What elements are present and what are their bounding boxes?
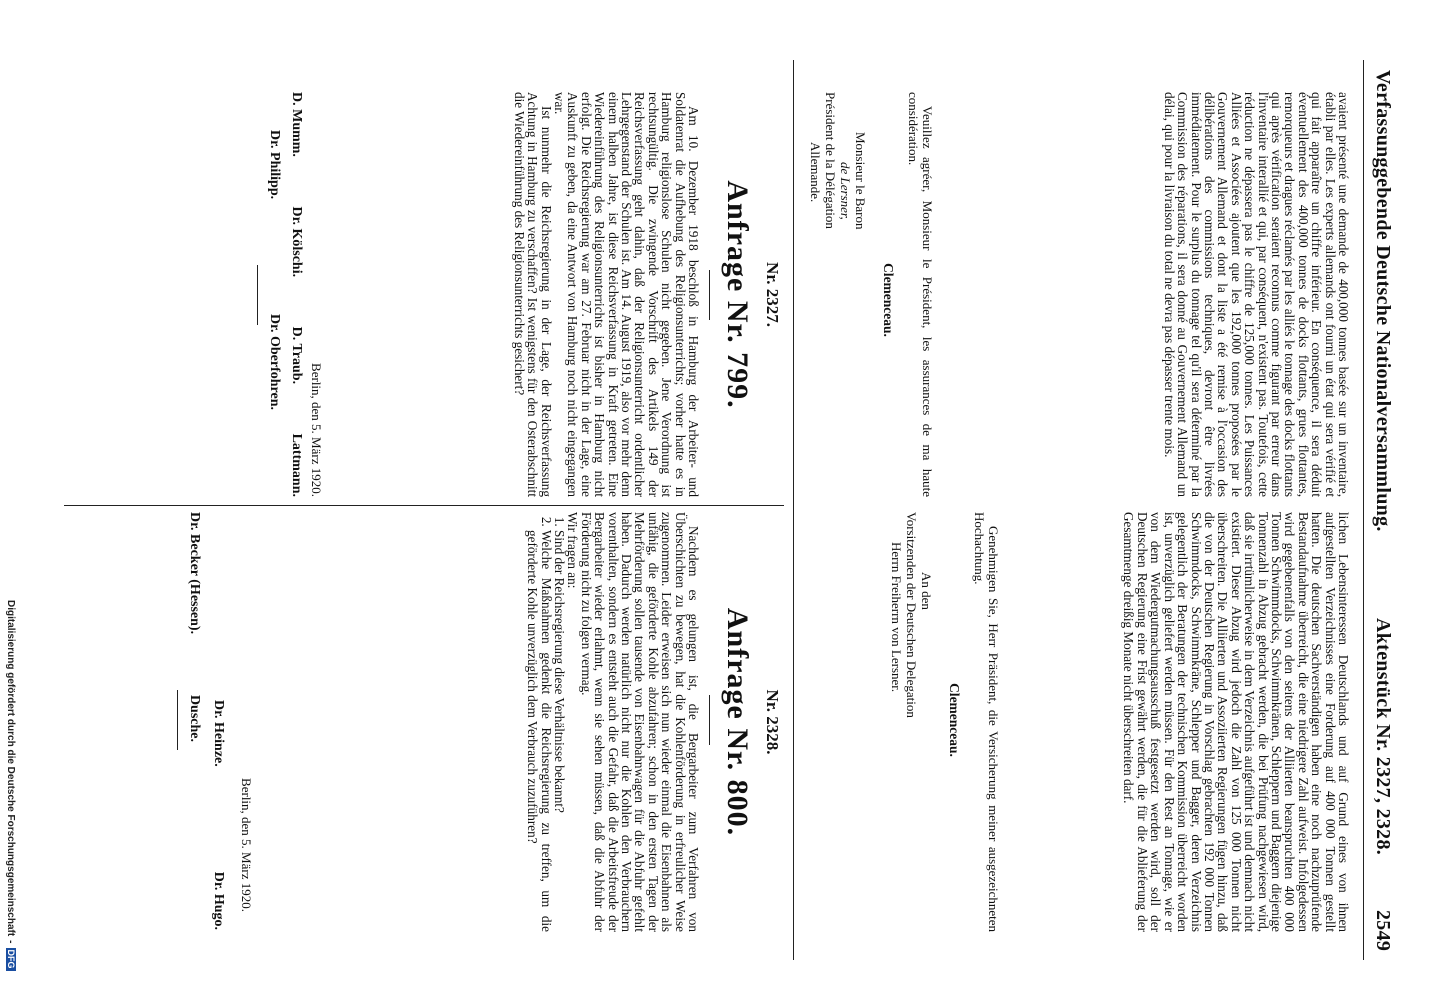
doc-2327-body bbox=[512, 92, 700, 497]
doc-2327-signers-line2 bbox=[266, 130, 282, 410]
french-closing: Veuillez agréer, Monsieur le Président, les assurances de ma haute considération. bbox=[906, 92, 935, 497]
german-closing: Genehmigen Sie, Herr Präsident, die Versicherung meiner ausgezeichneten Hochachtung. bbox=[972, 512, 1001, 932]
signer: Dr. Philipp. bbox=[267, 130, 282, 200]
doc-2328-ask: Wir fragen an: bbox=[565, 512, 581, 589]
signer: D. Mumm. bbox=[289, 92, 304, 157]
french-signature: Clemenceau. bbox=[881, 263, 896, 337]
section-rule bbox=[793, 60, 794, 960]
doc-2327-end-rule bbox=[257, 265, 258, 325]
french-letter bbox=[1162, 92, 1350, 497]
header-rule bbox=[1363, 60, 1364, 960]
doc-2328-date: Berlin, den 5. März 1920. bbox=[239, 778, 254, 912]
doc-2328-signers-line1 bbox=[210, 700, 226, 930]
footer-credit: Digitalisierung gefördert durch die Deutsche Forschungsgemeinschaft - DFG bbox=[5, 600, 17, 969]
dfg-logo: DFG bbox=[6, 949, 16, 969]
signer: Dr. Hugo. bbox=[211, 871, 226, 930]
doc-2328-number: Nr. 2328. bbox=[763, 689, 782, 755]
doc-2328-signers-line2 bbox=[186, 512, 202, 742]
french-address bbox=[808, 92, 868, 392]
signer: Dr. Becker (Hessen). bbox=[187, 512, 202, 635]
german-signature: Clemenceau. bbox=[947, 683, 962, 757]
french-address-line: Monsieur le Baron bbox=[853, 132, 868, 230]
doc-2327-date: Berlin, den 5. März 1920. bbox=[309, 363, 324, 497]
signer: Dusche. bbox=[187, 694, 202, 742]
signer: Dr. Oberfohren. bbox=[267, 313, 282, 410]
french-address-line: Allemande. bbox=[808, 142, 823, 203]
page-header bbox=[1366, 70, 1394, 950]
german-paragraph: lichen Lebensinteressen Deutschlands und auf Grund eines von ihnen aufgestellten Verzeichnisses eine Forderung auf 400 000 Tonnen gestellt hatten. Die deutschen Sachverständigen haben eine noch nachzuprüfende Bestandaufnahme überreicht, die eine niedrigere Zahl aufweist. Infolgedessen wird gegebenenfalls von den seitens der Alliierten beanspruchten 400 000 Tonnen Schwimmdocks, Schwimmkränen, Schleppern und Baggern diejenige Tonnenzahl in Abzug gebracht werden, die bei Prüfung nachgewiesen wird, daß sie irrtümlicherweise in dem Verzeichnis aufgeführt ist und demnach nicht existiert. Dieser Abzug wird jedoch die Zahl von 125 000 Tonnen nicht überschreiten. Die Alliierten und Assoziierten Regierungen fügen hinzu, daß die von der Deutschen Regierung in Vorschlag gebrachten 192 000 Tonnen Schwimmdocks, Schwimmkräne, Schlepper und Bagger, deren Verzeichnis gelegentlich der Beratungen der technischen Kommission überreicht worden ist, unverzüglich geliefert werden müssen. Für den Rest an Tonnage, wie er von dem Wiedergutmachungsausschuß festgesetzt werden wird, soll der Deutschen Regierung eine Frist gewährt werden, die für die Ablieferung der Gesamtmenge dreißig Monate nicht überschreiten darf. bbox=[1121, 512, 1351, 932]
question-item: 1. Sind der Reichsregierung diese Verhältnisse bekannt? bbox=[553, 530, 566, 932]
page-number: 2549 bbox=[1372, 910, 1394, 952]
doc-2327-number: Nr. 2327. bbox=[763, 261, 782, 327]
signer: D. Traub. bbox=[289, 326, 304, 385]
french-address-line: Président de la Délégation bbox=[823, 92, 838, 229]
doc-2328-end-rule bbox=[177, 690, 178, 750]
credit-text: Digitalisierung gefördert durch die Deutsche Forschungsgemeinschaft bbox=[5, 600, 17, 937]
german-address-line: Herrn Freiherrn von Lersner. bbox=[889, 542, 904, 693]
doc-2327-title-rule bbox=[709, 270, 710, 320]
german-address bbox=[889, 512, 934, 932]
signer: Dr. Kölschi. bbox=[289, 206, 304, 278]
doc-2328-paragraph: Nachdem es gelungen ist, die Bergarbeiter zum Verfahren von Überschichten zu bewegen, hat die Kohlenförderung in erfreulicher Weise zugenommen. Leider erweisen sich nun wieder einmal die Eisenbahnen als unfähig, die geförderte Kohle abzufahren; schon in den ersten Tagen der Mehrförderung sollen tausende von Eisenbahnwagen für die Abfuhr gefehlt haben. Dadurch werden natürlich nicht nur die Kohlen den Verbrauchern vorenthalten, sondern es entsteht auch die Gefahr, daß die Arbeitsfreude der Bergarbeiter wieder erlahmt, wenn sie sehen müssen, daß die Abfuhr der Förderung nicht zu folgen vermag. bbox=[578, 512, 701, 932]
german-address-line: An den bbox=[919, 572, 934, 610]
doc-2328-title-rule bbox=[709, 695, 710, 745]
doc-2328-questions bbox=[526, 512, 566, 932]
header-left-title: Verfassunggebende Deutsche Nationalversammlung. bbox=[1372, 70, 1394, 532]
question-item: 2. Welche Maßnahmen gedenkt die Reichsregierung zu treffen, um die geförderte Kohle unverzüglich dem Verbrauch zuzuführen? bbox=[526, 530, 553, 932]
german-address-line: Vorsitzenden der Deutschen Delegation bbox=[904, 512, 919, 718]
header-center-title: Aktenstück Nr. 2327, 2328. bbox=[1372, 618, 1394, 856]
german-letter bbox=[1122, 512, 1350, 932]
french-address-line: de Lersner, bbox=[838, 162, 853, 220]
doc-2327-paragraph: Ist nunmehr die Reichsregierung in der Lage, der Reichsverfassung Achtung in Hamburg zu verschaffen? Ist wenigstens für den Osterabschnitt die Wiedereinführung des Religionsunterrichts gesichert? bbox=[511, 92, 554, 497]
french-paragraph: avaient présenté une demande de 400,000 tonnes basée sur un inventaire, établi par elles. Les experts allemands ont fourni un état qui sera vérifié et qui fait apparaître un chiffre inférieur. En conséquence, il sera déduit éventuellement des 400,000 tonnes de docks flottants, grues flottantes, remorqueurs et dragues réclamés par les alliés le tonnage des docks flottants qui après vérification seraient reconnus comme figurant par erreur dans l'inventaire interallié et qui, par conséquent, n'existent pas. Toutefois, cette réduction ne dépassera pas le chiffre de 125,000 tonnes. Les Puissances Alliées et Associées ajoutent que les 192,000 tonnes proposées par le Gouvernement Allemand et dont la liste a été remise à l'occasion des délibérations des commissions techniques, devront être livrées immédiatement. Pour le surplus du tonnage tel qu'il sera déterminé par la Commission des réparations, il sera donné au Gouvernement Allemand un délai, qui pour la livraison du total ne devra pas dépasser trente mois. bbox=[1161, 92, 1351, 497]
doc-2327-paragraph: Am 10. Dezember 1918 beschloß in Hamburg der Arbeiter- und Soldatenrat die Aufhebung des Religionsunterrichts; vorher hatte es in Hamburg religionslose Schulen nicht gegeben. Jene Verordnung ist rechtsungültig. Die zwingende Vorschrift des Artikels 149 der Reichsverfassung geht dahin, daß der Religionsunterricht ordentlicher Lehrgegenstand der Schulen ist. Am 14. August 1919, also vor mehr denn einem halben Jahre, ist diese Reichsverfassung in Kraft getreten. Eine Wiedereinführung des Religionsunterrichts ist bisher in Hamburg nicht erfolgt. Die Reichsregierung war am 27. Februar nicht in der Lage, eine Auskunft zu geben, da eine Antwort von Hamburg noch nicht eingegangen war. bbox=[551, 92, 701, 497]
doc-2328-body bbox=[526, 512, 700, 932]
signer: Lattmann. bbox=[289, 433, 304, 497]
doc-2327-title: Anfrage Nr. 799. bbox=[721, 180, 754, 409]
signer: Dr. Heinze. bbox=[211, 700, 226, 767]
doc-2328-title: Anfrage Nr. 800. bbox=[721, 607, 754, 837]
doc-2327-signers-line1 bbox=[288, 92, 304, 497]
column-rule bbox=[64, 505, 784, 506]
